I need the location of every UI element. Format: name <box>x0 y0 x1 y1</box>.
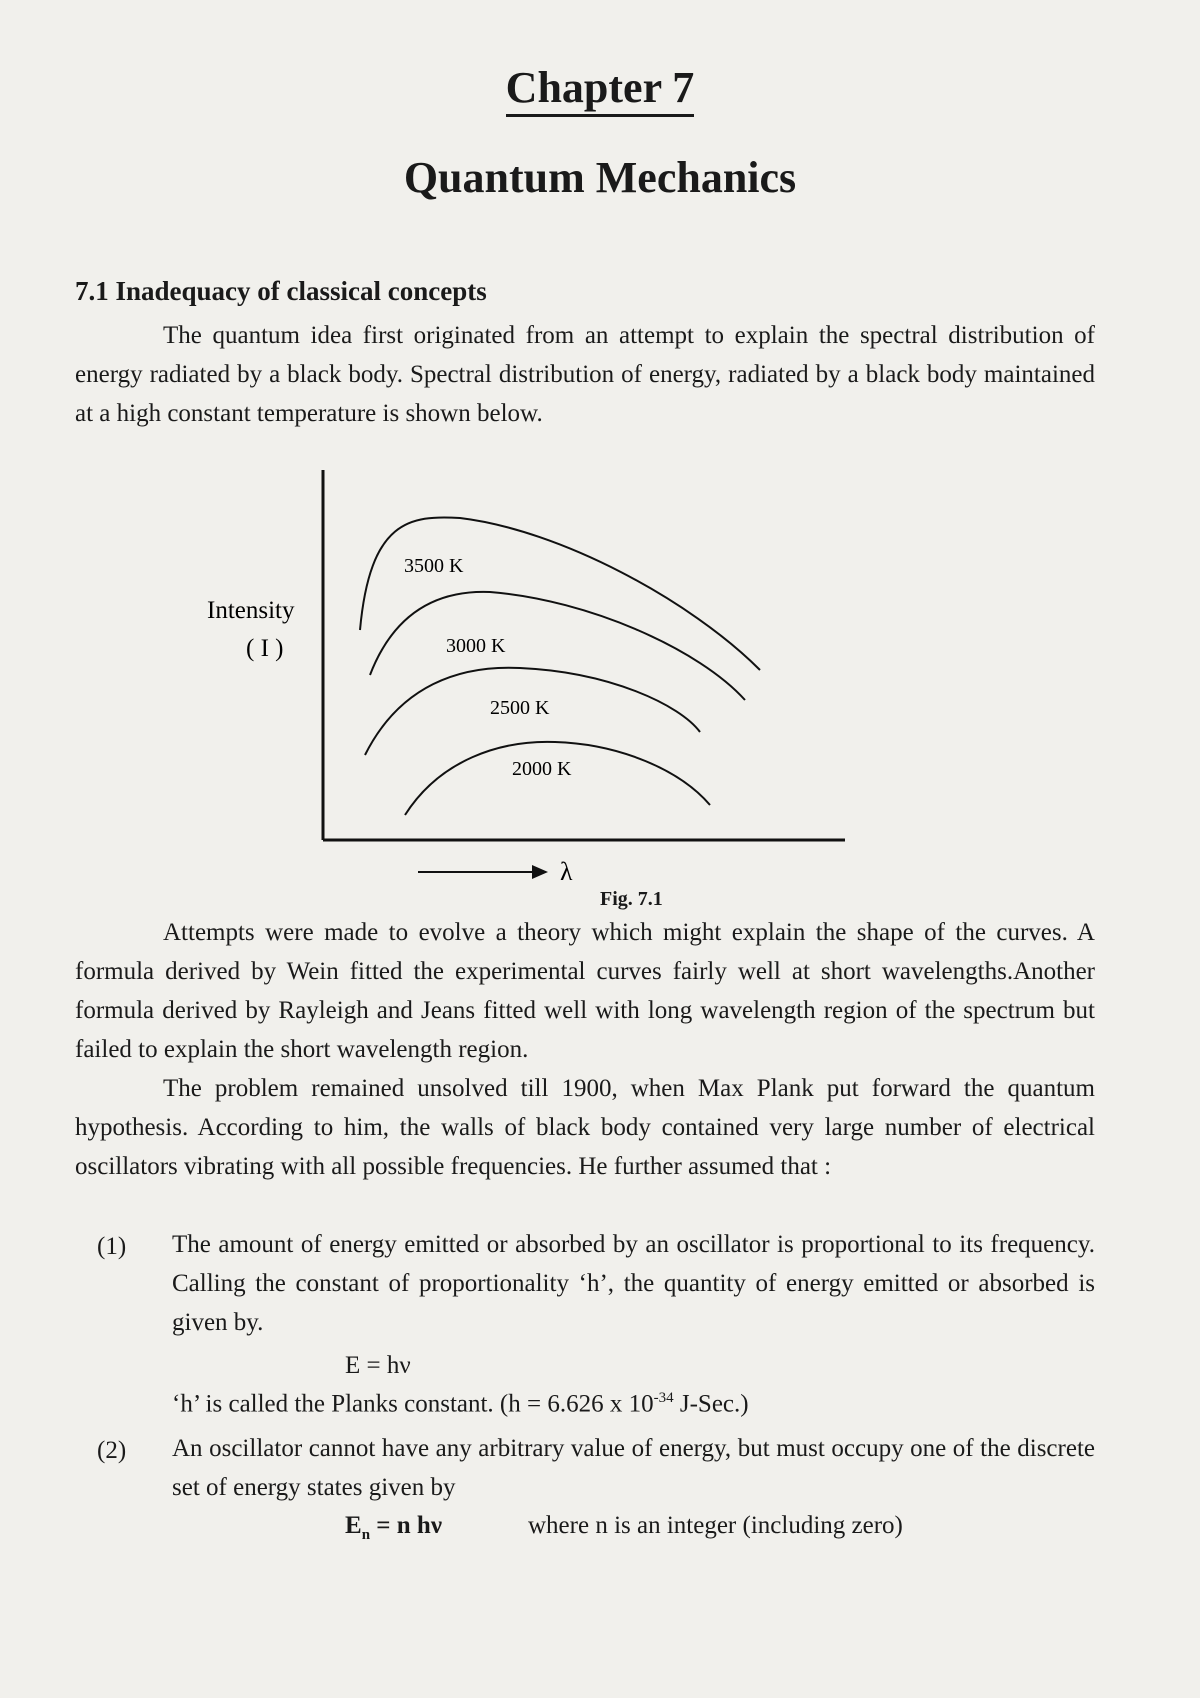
list-item-1-text: The amount of energy emitted or absorbed by an oscillator is proportional to its frequency. Calling the constant of proportionality ‘h’, the quantity of energy emitted or absorbed is given by. <box>172 1231 1095 1336</box>
arrow-head-icon <box>532 865 548 879</box>
curve-3000k <box>370 592 745 700</box>
figure-caption: Fig. 7.1 <box>600 888 663 910</box>
list-number-1: (1) <box>97 1233 127 1260</box>
chapter-label: Chapter 7 <box>0 62 1200 113</box>
section-heading: 7.1 Inadequacy of classical concepts <box>75 276 487 306</box>
y-axis-label: Intensity <box>207 597 295 624</box>
planck-constant-line: ‘h’ is called the Planks constant. (h = 6.626 x $10^{-34}$ J-Sec.) <box>172 1390 749 1418</box>
list-item-2-text: An oscillator cannot have any arbitrary value of energy, but must occupy one of the discrete set of energy states given by <box>172 1435 1095 1501</box>
equation-note: where n is an integer (including zero) <box>528 1512 903 1539</box>
curve-label-3000k: 3000 K <box>446 635 506 657</box>
equation-e-hv: E = hν <box>345 1352 411 1379</box>
curve-label-2500k: 2500 K <box>490 697 550 719</box>
curve-label-3500k: 3500 K <box>404 555 464 577</box>
intro-paragraph: The quantum idea first originated from an attempt to explain the spectral distribution of energy radiated by a black body. Spectral distribution of energy, radiated by a black body maintained at a high constant temperature is shown below. <box>75 322 1095 427</box>
curve-3500k <box>360 517 760 670</box>
equation-en: $E_n = n$ hν <box>345 1512 443 1543</box>
paragraph-3: The problem remained unsolved till 1900, when Max Plank put forward the quantum hypothesis. According to him, the walls of black body contained very large number of electrical oscillators vibrating with all possible frequencies. He further assumed that : <box>75 1075 1095 1180</box>
x-axis-label: λ <box>560 857 573 880</box>
paragraph-2: Attempts were made to evolve a theory which might explain the shape of the curves. A formula derived by Wein fitted the experimental curves fairly well at short wavelengths.Another formula derived by Rayleigh and Jeans fitted well with long wavelength region of the spectrum but failed to explain the short wavelength region. <box>75 919 1095 1063</box>
chapter-title: Quantum Mechanics <box>403 153 797 202</box>
y-axis-symbol: ( I ) <box>246 635 284 662</box>
list-number-2: (2) <box>97 1437 127 1464</box>
curve-label-2000k: 2000 K <box>512 758 572 780</box>
blackbody-figure <box>0 460 1200 880</box>
